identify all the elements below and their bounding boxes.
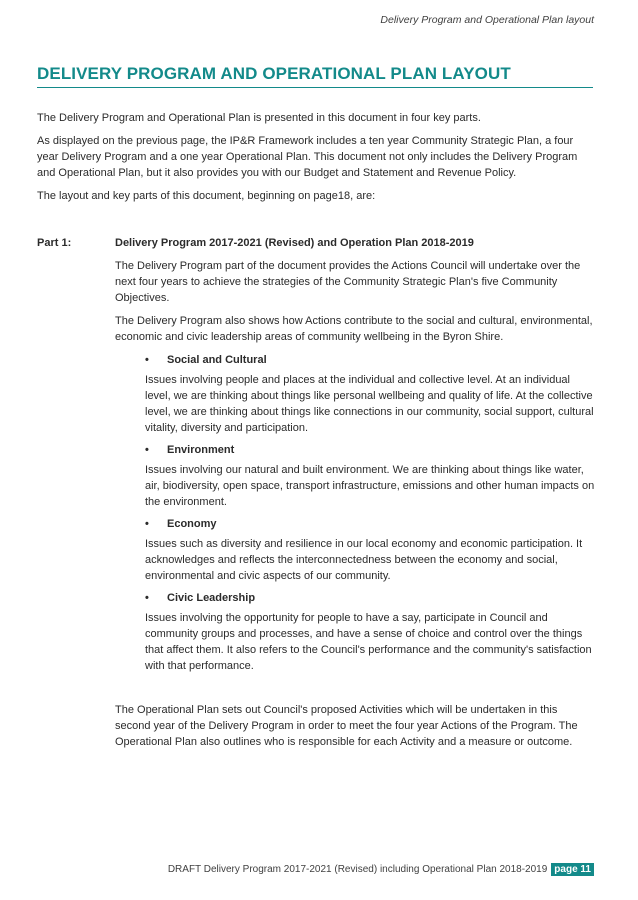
bullet-heading-civic bbox=[145, 590, 597, 606]
intro-paragraph: The layout and key parts of this document, beginning on page18, are: bbox=[37, 190, 376, 202]
part-title: Delivery Program 2017-2021 (Revised) and Operation Plan 2018-2019 bbox=[115, 237, 474, 249]
part-1-body bbox=[115, 258, 597, 674]
bullet-icon: • bbox=[145, 518, 149, 530]
main-content bbox=[37, 110, 597, 750]
part-paragraph: The Delivery Program part of the document provides the Actions Council will undertake over the next four years to achieve the strategies of the Community Strategic Plan's five Community Objectives. bbox=[115, 260, 581, 304]
intro-section bbox=[37, 110, 597, 204]
bullet-heading-text: Economy bbox=[167, 518, 217, 530]
running-header: Delivery Program and Operational Plan layout bbox=[380, 14, 594, 26]
part-paragraph: The Delivery Program also shows how Actions contribute to the social and cultural, environmental, economic and civic leadership areas of community wellbeing in the Byron Shire. bbox=[115, 315, 593, 343]
closing-paragraph: The Operational Plan sets out Council's proposed Activities which will be undertaken in this second year of the Delivery Program in order to meet the four year Actions of the Program. The Operational Plan also outlines who is responsible for each Activity and a measure or outcome. bbox=[115, 704, 578, 748]
part-label: Part 1: bbox=[37, 237, 72, 249]
bullet-description: Issues such as diversity and resilience in our local economy and economic participation. It acknowledges and reflects the interconnectedness between the economy and social, environmental and civic aspects of our community. bbox=[145, 538, 583, 582]
part-1-heading bbox=[37, 235, 597, 251]
bullet-heading-text: Civic Leadership bbox=[167, 592, 256, 604]
bullet-heading-environment bbox=[145, 442, 597, 458]
bullet-heading-text: Environment bbox=[167, 444, 235, 456]
bullet-heading-economy bbox=[145, 516, 597, 532]
page-number-badge: page 11 bbox=[551, 863, 594, 876]
bullet-icon: • bbox=[145, 444, 149, 456]
bullet-icon: • bbox=[145, 592, 149, 604]
bullet-description: Issues involving our natural and built environment. We are thinking about things like water, air, biodiversity, open space, transport infrastructure, emissions and other human impacts on the environment. bbox=[145, 464, 595, 508]
page-footer bbox=[168, 863, 594, 876]
bullet-description: Issues involving people and places at the individual and collective level. At an individual level, we are thinking about things like personal wellbeing and quality of life. At the collective level, we are thinking about things like connections in our community, social support, cultural vitality, diversity and participation. bbox=[145, 374, 594, 434]
intro-paragraph: The Delivery Program and Operational Plan is presented in this document in four key parts. bbox=[37, 112, 481, 124]
bullet-description: Issues involving the opportunity for people to have a say, participate in Council and community groups and processes, and have a sense of choice and control over the things that affect them. It also refers to the Council's performance and the community's satisfaction with that performance. bbox=[145, 612, 592, 672]
page-title: DELIVERY PROGRAM AND OPERATIONAL PLAN LAYOUT bbox=[37, 64, 593, 88]
intro-paragraph: As displayed on the previous page, the IP&R Framework includes a ten year Community Strategic Plan, a four year Delivery Program and a one year Operational Plan. This document not only includes the Delivery Program and Operational Plan, but it also provides you with our Budget and Statement and Revenue Policy. bbox=[37, 135, 578, 179]
bullet-heading-social bbox=[145, 352, 597, 368]
wellbeing-areas-list bbox=[145, 352, 597, 674]
bullet-heading-text: Social and Cultural bbox=[167, 354, 267, 366]
bullet-icon: • bbox=[145, 354, 149, 366]
footer-label: DRAFT Delivery Program 2017-2021 (Revised) including Operational Plan 2018-2019 bbox=[167, 864, 548, 875]
